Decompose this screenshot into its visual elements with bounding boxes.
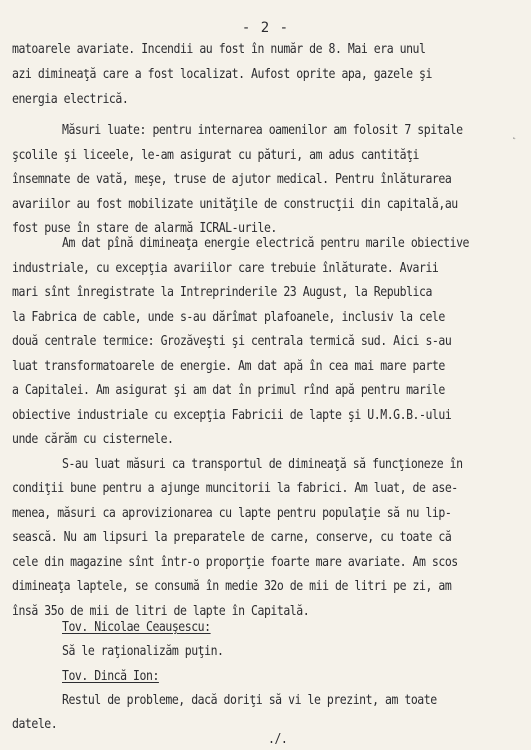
text-line: două centrale termice: Grozăveşti şi centrala termică sud. Aici s-au <box>12 334 452 349</box>
speaker-text: Să le raţionalizăm puţin. <box>62 644 224 659</box>
text-line: condiţii bune pentru a ajunge muncitorii la fabrici. Am luat, de ase- <box>12 481 458 496</box>
text-line: Măsuri luate: pentru internarea oamenilor am folosit 7 spitale <box>62 123 463 138</box>
speaker-heading: Tov. Dincă Ion: <box>62 669 159 684</box>
text-line: însă 35o de mii de litri de lapte în Capitală. <box>12 604 310 619</box>
page-number: - 2 - <box>241 20 290 36</box>
text-line: Am dat pînă dimineaţa energie electrică pentru marile obiective <box>62 236 469 251</box>
text-line: matoarele avariate. Incendii au fost în număr de 8. Mai era unul <box>12 42 426 57</box>
speaker-text: Restul de probleme, dacă doriţi să vi le prezint, am toate <box>62 693 437 708</box>
text-line: a Capitalei. Am asigurat şi am dat în primul rînd apă pentru marile <box>12 383 445 398</box>
text-line: avariilor au fost mobilizate unităţile de construcţii din capitală,au <box>12 197 458 212</box>
text-line: energia electrică. <box>12 92 129 107</box>
speaker-text: datele. <box>12 717 58 732</box>
text-line: S-au luat măsuri ca transportul de dimineaţă să funcţioneze în <box>62 457 463 472</box>
text-line: luat transformatoarele de energie. Am dat apă în cea mai mare parte <box>12 359 445 374</box>
text-line: menea, măsuri ca aprovizionarea cu lapte pentru populaţie să nu lip- <box>12 506 452 521</box>
text-line: dimineaţa laptele, se consumă în medie 32o de mii de litri pe zi, am <box>12 579 452 594</box>
text-line: mari sînt înregistrate la Intreprinderile 23 August, la Republica <box>12 285 432 300</box>
text-line: cele din magazine sînt într-o proporţie foarte mare avariate. Am scos <box>12 555 458 570</box>
text-line: şcolile şi liceele, le-am asigurat cu pături, am adus cantităţi <box>12 148 419 163</box>
speaker-heading: Tov. Nicolae Ceauşescu: <box>62 620 211 635</box>
text-line: obiective industriale cu excepţia Fabricii de lapte şi U.M.G.B.-ului <box>12 408 452 423</box>
text-line: azi dimineaţă care a fost localizat. Aufost oprite apa, gazele şi <box>12 67 432 82</box>
text-line: unde cărăm cu cisternele. <box>12 432 174 447</box>
text-line: însemnate de vată, meşe, truse de ajutor medical. Pentru înlăturarea <box>12 172 452 187</box>
text-line: la Fabrica de cable, unde s-au dărîmat plafoanele, inclusiv la cele <box>12 310 445 325</box>
continuation-mark: ./. <box>268 732 288 747</box>
margin-mark: ˛ <box>511 127 518 140</box>
text-line: sească. Nu am lipsuri la preparatele de carne, conserve, cu toate că <box>12 530 452 545</box>
text-line: industriale, cu excepţia avariilor care trebuie înlăturate. Avarii <box>12 261 439 276</box>
text-line: fost puse în stare de alarmă ICRAL-urile. <box>12 221 277 236</box>
